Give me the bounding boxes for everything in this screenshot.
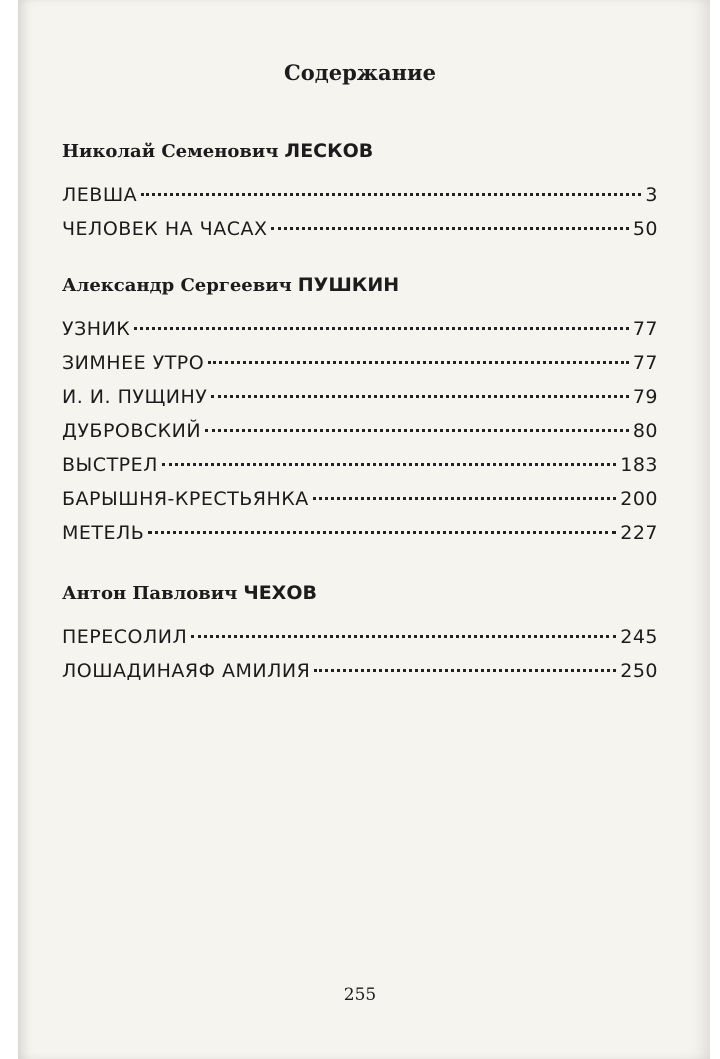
dot-leader — [313, 497, 616, 500]
entry-title: ЧЕЛОВЕК НА ЧАСАХ — [62, 218, 268, 240]
entry-title: ЗИМНЕЕ УТРО — [62, 352, 205, 374]
entry-page-number: 3 — [645, 184, 658, 206]
toc-entry[interactable] — [62, 482, 658, 516]
entry-title: И. И. ПУЩИНУ — [62, 386, 208, 408]
author-name: Николай Семенович — [62, 141, 279, 162]
entry-title: ЛЕВША — [62, 184, 138, 206]
author-heading — [62, 576, 658, 610]
entry-page-number: 79 — [632, 386, 658, 408]
toc-entry[interactable] — [62, 414, 658, 448]
toc-entry[interactable] — [62, 346, 658, 380]
entry-title: ПЕРЕСОЛИЛ — [62, 626, 188, 648]
entry-page-number: 50 — [632, 218, 658, 240]
entry-title: УЗНИК — [62, 318, 131, 340]
entry-page-number: 183 — [620, 454, 658, 476]
dot-leader — [205, 429, 629, 432]
entry-page-number: 250 — [620, 660, 658, 682]
entry-page-number: 80 — [632, 420, 658, 442]
dot-leader — [134, 327, 629, 330]
dot-leader — [271, 227, 628, 230]
author-name: Александр Сергеевич — [62, 275, 292, 296]
entry-title: ЛОШАДИНАЯФ АМИЛИЯ — [62, 660, 311, 682]
author-surname: ЛЕСКОВ — [284, 140, 374, 162]
toc-section-chekhov — [62, 576, 658, 688]
entry-page-number: 77 — [632, 352, 658, 374]
author-name: Антон Павлович — [62, 583, 238, 604]
dot-leader — [191, 635, 616, 638]
dot-leader — [148, 531, 616, 534]
author-heading — [62, 268, 658, 302]
toc-section-pushkin — [62, 268, 658, 550]
toc-entry[interactable] — [62, 448, 658, 482]
page-number: 255 — [343, 985, 377, 1005]
toc-entry[interactable] — [62, 178, 658, 212]
toc-entry[interactable] — [62, 212, 658, 246]
toc-entry[interactable] — [62, 380, 658, 414]
dot-leader — [141, 193, 641, 196]
entry-page-number: 245 — [620, 626, 658, 648]
entry-page-number: 77 — [632, 318, 658, 340]
entry-page-number: 227 — [620, 522, 658, 544]
book-page — [18, 0, 710, 1059]
toc-entry[interactable] — [62, 312, 658, 346]
author-surname: ПУШКИН — [297, 274, 400, 296]
toc-entry[interactable] — [62, 516, 658, 550]
entry-title: ДУБРОВСКИЙ — [62, 420, 202, 442]
entry-title: МЕТЕЛЬ — [62, 522, 145, 544]
entry-title: БАРЫШНЯ-КРЕСТЬЯНКА — [62, 488, 309, 510]
entry-page-number: 200 — [620, 488, 658, 510]
author-surname: ЧЕХОВ — [243, 582, 317, 604]
toc-section-leskov — [62, 134, 658, 246]
toc-entry[interactable] — [62, 620, 658, 654]
dot-leader — [208, 361, 629, 364]
author-heading — [62, 134, 658, 168]
toc-entry[interactable] — [62, 654, 658, 688]
dot-leader — [211, 395, 629, 398]
dot-leader — [162, 463, 616, 466]
dot-leader — [314, 669, 616, 672]
entry-title: ВЫСТРЕЛ — [62, 454, 158, 476]
toc-heading: Содержание — [284, 60, 436, 85]
